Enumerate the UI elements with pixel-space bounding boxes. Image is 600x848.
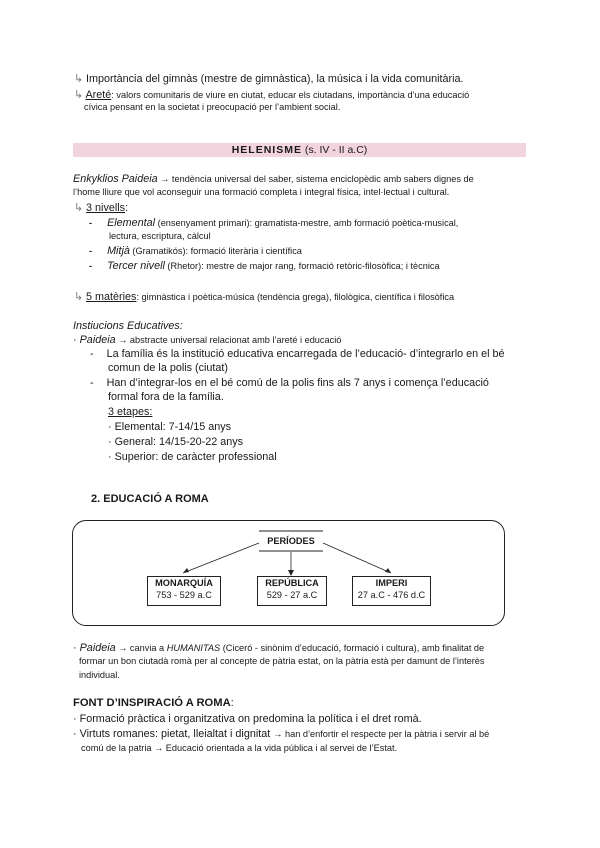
materies-line: ↳ 5 matèries: gimnàstica i poètica-música (tendència grega), filològica, científica i filosòfica xyxy=(74,291,455,303)
institucio-point-2: - Han d’integrar-los en el bé comú de la polis fins als 7 anys i comença l’educació xyxy=(90,377,489,389)
box-republica: REPÚBLICA 529 - 27 a.C xyxy=(257,576,327,606)
font-inspiracio-heading: FONT D’INSPIRACIÓ A ROMA: xyxy=(73,697,234,709)
font-item-1: · Formació pràctica i organitzativa on predomina la política i el dret romà. xyxy=(73,713,422,725)
helenisme-heading-band xyxy=(73,143,526,157)
nivell-tercer: - Tercer nivell (Rhetor): mestre de major rang, formació retòric-filosòfica; i tècnica xyxy=(89,260,440,272)
box-monarquia: MONARQUÍA 753 - 529 a.C xyxy=(147,576,221,606)
institucio-point-1: - La família és la institució educativa encarregada de l’educació- d’integrarlo en el bé xyxy=(90,348,505,360)
nivell-elemental: - Elemental (ensenyament primari): gramatista-mestre, amb formació poètica-musical, xyxy=(89,217,459,229)
roma-paideia-line3: individual. xyxy=(79,670,120,680)
enkyklios-line1: Enkyklios Paideia → tendència universal del saber, sistema enciclopèdic amb sabers dignes de xyxy=(73,173,474,185)
institucions-heading: Instiucions Educatives: xyxy=(73,320,183,332)
diagram-root-periodes: PERÍODES xyxy=(267,536,315,546)
font-item-2: · Virtuts romanes: pietat, lleialtat i dignitat → han d’enfortir el respecte per la pàtria i servir al bé xyxy=(73,728,490,740)
nivell-mitja: - Mitjà (Gramatikós): formació literària i científica xyxy=(89,245,302,257)
arrow-return-icon: ↳ xyxy=(74,202,87,214)
bullet-arete-cont: cívica pensant en la societat i preocupació per l’ambient social. xyxy=(84,102,341,112)
bullet-gimnas: ↳ Importància del gimnàs (mestre de gimnàstica), la música i la vida comunitària. xyxy=(74,73,464,85)
institucions-paideia: · Paideia → abstracte universal relacionat amb l’areté i educació xyxy=(73,334,342,346)
section-title-educacio-roma: 2. EDUCACIÓ A ROMA xyxy=(91,493,209,505)
nivell-elemental-cont: lectura, escriptura, càlcul xyxy=(109,231,211,241)
box-imperi: IMPERI 27 a.C - 476 d.C xyxy=(352,576,431,606)
institucio-point-2-cont: formal fora de la família. xyxy=(108,391,224,403)
nivells-label: ↳ 3 nivells: xyxy=(74,202,129,214)
bullet-arete: ↳ Areté: valors comunitaris de viure en ciutat, educar els ciutadans, importància d’una educació xyxy=(74,89,470,101)
etapa-general: · General: 14/15-20-22 anys xyxy=(108,436,244,448)
periodes-diagram xyxy=(72,520,505,626)
enkyklios-line2: l’home lliure que vol aconseguir una formació completa i integral física, intel·lectual i cultural. xyxy=(73,187,450,197)
etapa-superior: · Superior: de caràcter professional xyxy=(108,451,277,463)
etapa-elemental: · Elemental: 7-14/15 anys xyxy=(108,421,232,433)
arrow-return-icon: ↳ xyxy=(74,73,87,85)
arrow-return-icon: ↳ xyxy=(74,291,87,303)
etapes-label: 3 etapes: xyxy=(108,406,153,418)
institucio-point-1-cont: comun de la polis (ciutat) xyxy=(108,362,229,374)
roma-paideia-line2: formar un bon ciutadà romà per al concepte de pàtria estat, on la pàtria està per damunt de l’interès xyxy=(79,656,485,666)
roma-paideia-line1: · Paideia → canvia a HUMANITAS (Ciceró - sinònim d’educació, formació i cultura), amb finalitat de xyxy=(73,642,485,654)
arrow-return-icon: ↳ xyxy=(74,89,86,101)
font-item-2-cont: comú de la patria → Educació orientada a la vida pública i al servei de l’Estat. xyxy=(81,743,398,753)
helenisme-heading: HELENISME (s. IV - II a.C) xyxy=(231,144,368,156)
